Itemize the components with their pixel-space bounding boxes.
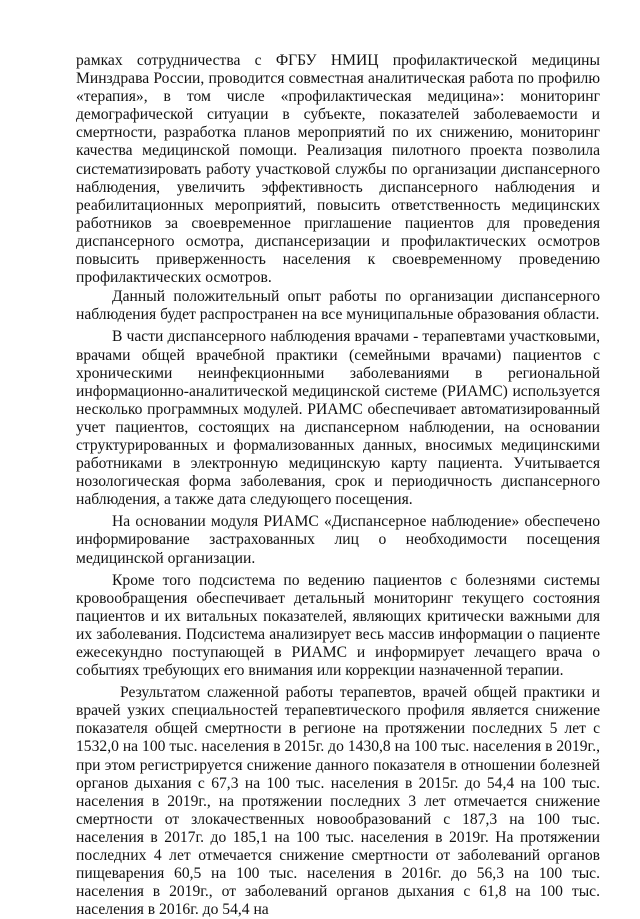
- paragraph-riams-modules: В части диспансерного наблюдения врачами - терапевтами участковыми, врачами общей врачебной практики (семейными врачами) пациентов с хроническими неинфекционными заболеваниями в региональной информационно-аналитической медицинской системе (РИАМС) используется несколько программных модулей. РИАМС обеспечивает автоматизированный учет пациентов, состоящих на диспансерном наблюдении, на основании структурированных и формализованных данных, вносимых медицинскими работниками в электронную медицинскую карту пациента. Учитывается нозологическая форма заболевания, срок и периодичность диспансерного наблюдения, а также дата следующего посещения.: [76, 328, 600, 509]
- paragraph-mortality-results: Результатом слаженной работы терапевтов, врачей общей практики и врачей узких специальностей терапевтического профиля является снижение показателя общей смертности в регионе на протяжении последних 5 лет с 1532,0 на 100 тыс. населения в 2015г. до 1430,8 на 100 тыс. населения в 2019г., при этом регистрируется снижение данного показателя в отношении болезней органов дыхания с 67,3 на 100 тыс. населения в 2015г. до 54,4 на 100 тыс. населения в 2019г., на протяжении последних 3 лет отмечается снижение смертности от злокачественных новообразований с 187,3 на 100 тыс. населения в 2017г. до 185,1 на 100 тыс. населения в 2019г. На протяжении последних 4 лет отмечается снижение смертности от заболеваний органов пищеварения 60,5 на 100 тыс. населения в 2016г. до 56,3 на 100 тыс. населения в 2019г., от заболеваний органов дыхания с 61,8 на 100 тыс. населения в 2016г. до 54,4 на: [76, 684, 600, 919]
- paragraph-cooperation: рамках сотрудничества с ФГБУ НМИЦ профилактической медицины Минздрава России, проводится совместная аналитическая работа по профилю «терапия», в том числе «профилактическая медицина»: мониторинг демографической ситуации в субъекте, показателей заболеваемости и смертности, разработка планов мероприятий по их снижению, мониторинг качества медицинской помощи. Реализация пилотного проекта позволила систематизировать работу участковой службы по организации диспансерного наблюдения, увеличить эффективность диспансерного наблюдения и реабилитационных мероприятий, повысить ответственность медицинских работников за своевременное приглашение пациентов для проведения диспансерного осмотра, диспансеризации и профилактических осмотров повысить приверженность населения к своевременному проведению профилактических осмотров.: [76, 52, 600, 287]
- paragraph-positive-experience: Данный положительный опыт работы по организации диспансерного наблюдения будет распространен на все муниципальные образования области.: [76, 288, 600, 324]
- document-page: [76, 52, 600, 919]
- paragraph-informing: На основании модуля РИАМС «Диспансерное наблюдение» обеспечено информирование застрахованных лиц о необходимости посещения медицинской организации.: [76, 513, 600, 567]
- paragraph-cardio-subsystem: Кроме того подсистема по ведению пациентов с болезнями системы кровообращения обеспечивает детальный мониторинг текущего состояния пациентов и их витальных показателей, являющих критически важными для их заболевания. Подсистема анализирует весь массив информации о пациенте ежесекундно поступающей в РИАМС и информирует лечащего врача о событиях требующих его внимания или коррекции назначенной терапии.: [76, 571, 600, 680]
